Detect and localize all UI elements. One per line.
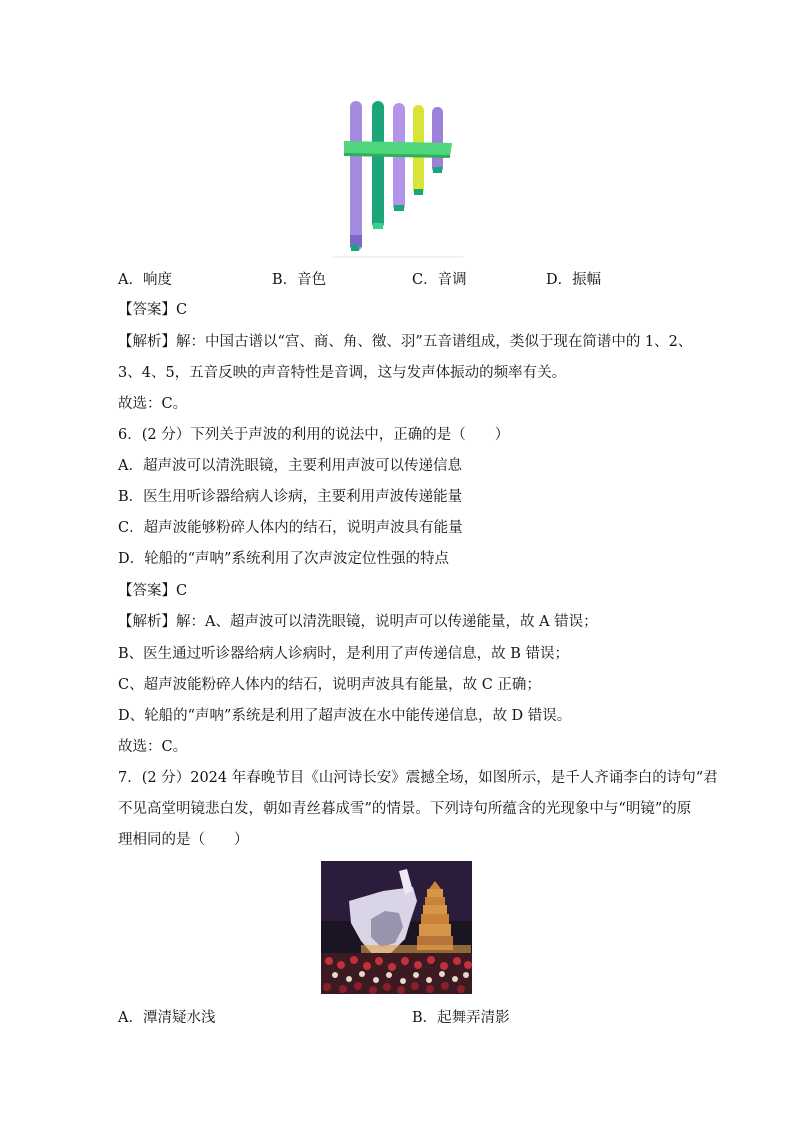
pan-flute-figure (330, 95, 465, 260)
option-letter: B． (272, 272, 298, 288)
option-text: 音调 (437, 272, 467, 288)
q5-option-b (272, 270, 326, 290)
q7-option-b (412, 1008, 510, 1028)
q7-stem-line-1: 7．(2 分）2024 年春晚节目《山河诗长安》震撼全场，如图所示，是千人齐诵李白的诗句“君 (118, 770, 718, 786)
q5-option-a (118, 270, 172, 290)
option-letter: D． (546, 272, 573, 288)
option-letter: A． (118, 272, 143, 288)
q6-analysis-line-3: C、超声波能粉碎人体内的结石，说明声波具有能量，故 C 正确； (118, 677, 541, 693)
option-text: 潭清疑水浅 (142, 1010, 216, 1026)
option-letter: C． (412, 272, 438, 288)
pan-flute-illustration (330, 95, 465, 260)
q7-stem-line-3: 理相同的是（ ） (118, 832, 249, 848)
q6-stem: 6．(2 分）下列关于声波的利用的说法中，正确的是（ ） (118, 427, 510, 443)
stage-photo-figure (321, 861, 472, 994)
stage-photo-illustration (321, 861, 472, 994)
option-text: 音色 (297, 272, 327, 288)
q6-option-c: C．超声波能够粉碎人体内的结石，说明声波具有能量 (118, 520, 463, 536)
q6-conclusion: 故选：C。 (118, 739, 188, 755)
q6-option-d: D．轮船的“声呐”系统利用了次声波定位性强的特点 (118, 551, 449, 567)
q6-analysis-line-4: D、轮船的“声呐”系统是利用了超声波在水中能传递信息，故 D 错误。 (118, 708, 572, 724)
option-text: 响度 (142, 272, 172, 288)
q6-analysis-line-1: 【解析】解：A、超声波可以清洗眼镜，说明声可以传递能量，故 A 错误； (118, 614, 598, 630)
option-letter: A． (118, 1010, 143, 1026)
q6-option-b: B．医生用听诊器给病人诊病，主要利用声波传递能量 (118, 489, 463, 505)
q5-analysis-line-2: 3、4、5，五音反映的声音特性是音调，这与发声体振动的频率有关。 (118, 365, 567, 381)
q6-option-a: A．超声波可以清洗眼镜，主要利用声波可以传递信息 (118, 458, 462, 474)
q6-answer: 【答案】C (118, 583, 188, 599)
q6-analysis-line-2: B、医生通过听诊器给病人诊病时，是利用了声传递信息，故 B 错误； (118, 646, 570, 662)
q5-option-d (546, 270, 601, 290)
q5-analysis-line-1: 【解析】解：中国古谱以“宫、商、角、徵、羽”五音谱组成，类似于现在简谱中的 1、2、 (118, 334, 693, 350)
q7-option-a (118, 1008, 215, 1028)
q7-stem-line-2: 不见高堂明镜悲白发，朝如青丝暮成雪”的情景。下列诗句所蕴含的光现象中与“明镜”的原 (118, 801, 692, 817)
q5-conclusion: 故选：C。 (118, 396, 188, 412)
option-text: 振幅 (572, 272, 602, 288)
option-text: 起舞弄清影 (437, 1010, 510, 1026)
q5-option-c (412, 270, 467, 290)
option-letter: B． (412, 1010, 438, 1026)
q5-answer: 【答案】C (118, 302, 188, 318)
